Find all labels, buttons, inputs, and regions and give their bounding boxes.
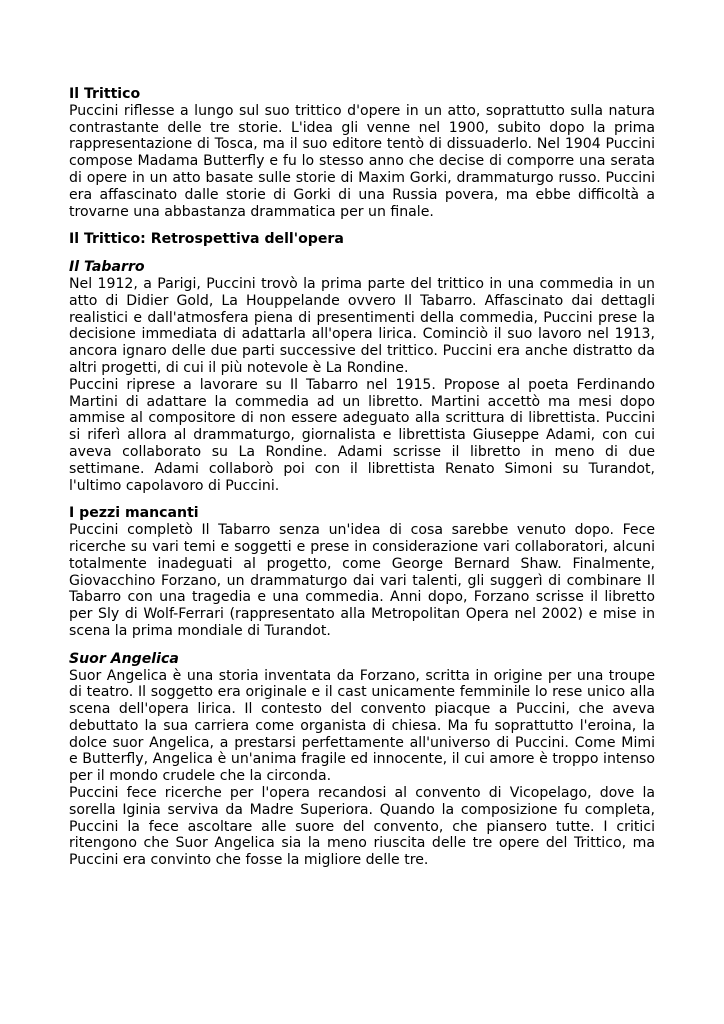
section-pezzi-mancanti (69, 505, 655, 639)
section-il-tabarro (69, 259, 655, 494)
section-heading: Il Trittico (69, 86, 141, 102)
section-suor-angelica (69, 651, 655, 869)
section-heading: Suor Angelica (69, 650, 179, 667)
paragraph: Nel 1912, a Parigi, Puccini trovò la prima parte del trittico in una commedia in un atto di Didier Gold, La Houppelande ovvero Il Tabarro. Affascinato dai dettagli realistici e dall'atmosfera piena di presentimenti della commedia, Puccini prese la decisione immediata di adattarla all'opera lirica. Cominciò il suo lavoro nel 1913, ancora ignaro delle due parti successive del trittico. Puccini era anche distratto da altri progetti, di cui il più notevole è La Rondine. (69, 275, 655, 376)
section-heading: Il Trittico: Retrospettiva dell'opera (69, 231, 344, 248)
section-heading: Il Tabarro (69, 259, 145, 276)
paragraph: Suor Angelica è una storia inventata da Forzano, scritta in origine per una troupe di teatro. Il soggetto era originale e il cast unicamente femminile lo rese unico alla scena dell'opera lirica. Il contesto del convento piacque a Puccini, che aveva debuttato la sua carriera come organista di chiesa. Ma fu soprattutto l'eroina, la dolce suor Angelica, a prestarsi perfettamente all'universo di Puccini. Come Mimi e Butterfly, Angelica è un'anima fragile ed innocente, il cui amore è troppo intenso per il mondo crudele che la circonda. (69, 667, 655, 785)
paragraph: Puccini fece ricerche per l'opera recandosi al convento di Vicopelago, dove la sorella Iginia serviva da Madre Superiora. Quando la composizione fu completa, Puccini la fece ascoltare alle suore del convento, che piansero tutte. I critici ritengono che Suor Angelica sia la meno riuscita delle tre opere del Trittico, ma Puccini era convinto che fosse la migliore delle tre. (69, 785, 655, 869)
paragraph: Puccini completò Il Tabarro senza un'idea di cosa sarebbe venuto dopo. Fece ricerche su vari temi e soggetti e prese in considerazione vari collaboratori, alcuni totalmente inadeguati al progetto, come George Bernard Shaw. Finalmente, Giovacchino Forzano, un drammaturgo dai vari talenti, gli suggerì di combinare Il Tabarro con una tragedia e una commedia. Anni dopo, Forzano scrisse il libretto per Sly di Wolf-Ferrari (rappresentato alla Metropolitan Opera nel 2002) e mise in scena la prima mondiale di Turandot. (69, 522, 655, 639)
paragraph: Puccini riflesse a lungo sul suo trittico d'opere in un atto, soprattutto sulla natura contrastante delle tre storie. L'idea gli venne nel 1900, subito dopo la prima rappresentazione di Tosca, ma il suo editore tentò di dissuaderlo. Nel 1904 Puccini compose Madama Butterfly e fu lo stesso anno che decise di comporre una serata di opere in un atto basate sulle storie di Maxim Gorki, drammaturgo russo. Puccini era affascinato dalle storie di Gorki di una Russia povera, ma ebbe difficoltà a trovarne una abbastanza drammatica per un finale. (69, 102, 655, 220)
section-heading: I pezzi mancanti (69, 505, 199, 522)
paragraph: Puccini riprese a lavorare su Il Tabarro nel 1915. Propose al poeta Ferdinando Martini di adattare la commedia ad un libretto. Martini accettò ma mesi dopo ammise al compositore di non essere adeguato alla scrittura di librettista. Puccini si riferì allora al drammaturgo, giornalista e librettista Giuseppe Adami, con cui aveva collaborato su La Rondine. Adami scrisse il libretto in meno di due settimane. Adami collaborò poi con il librettista Renato Simoni su Turandot, l'ultimo capolavoro di Puccini. (69, 376, 655, 494)
section-retrospettiva (69, 231, 655, 248)
document-page (69, 86, 655, 869)
section-il-trittico (69, 86, 655, 220)
